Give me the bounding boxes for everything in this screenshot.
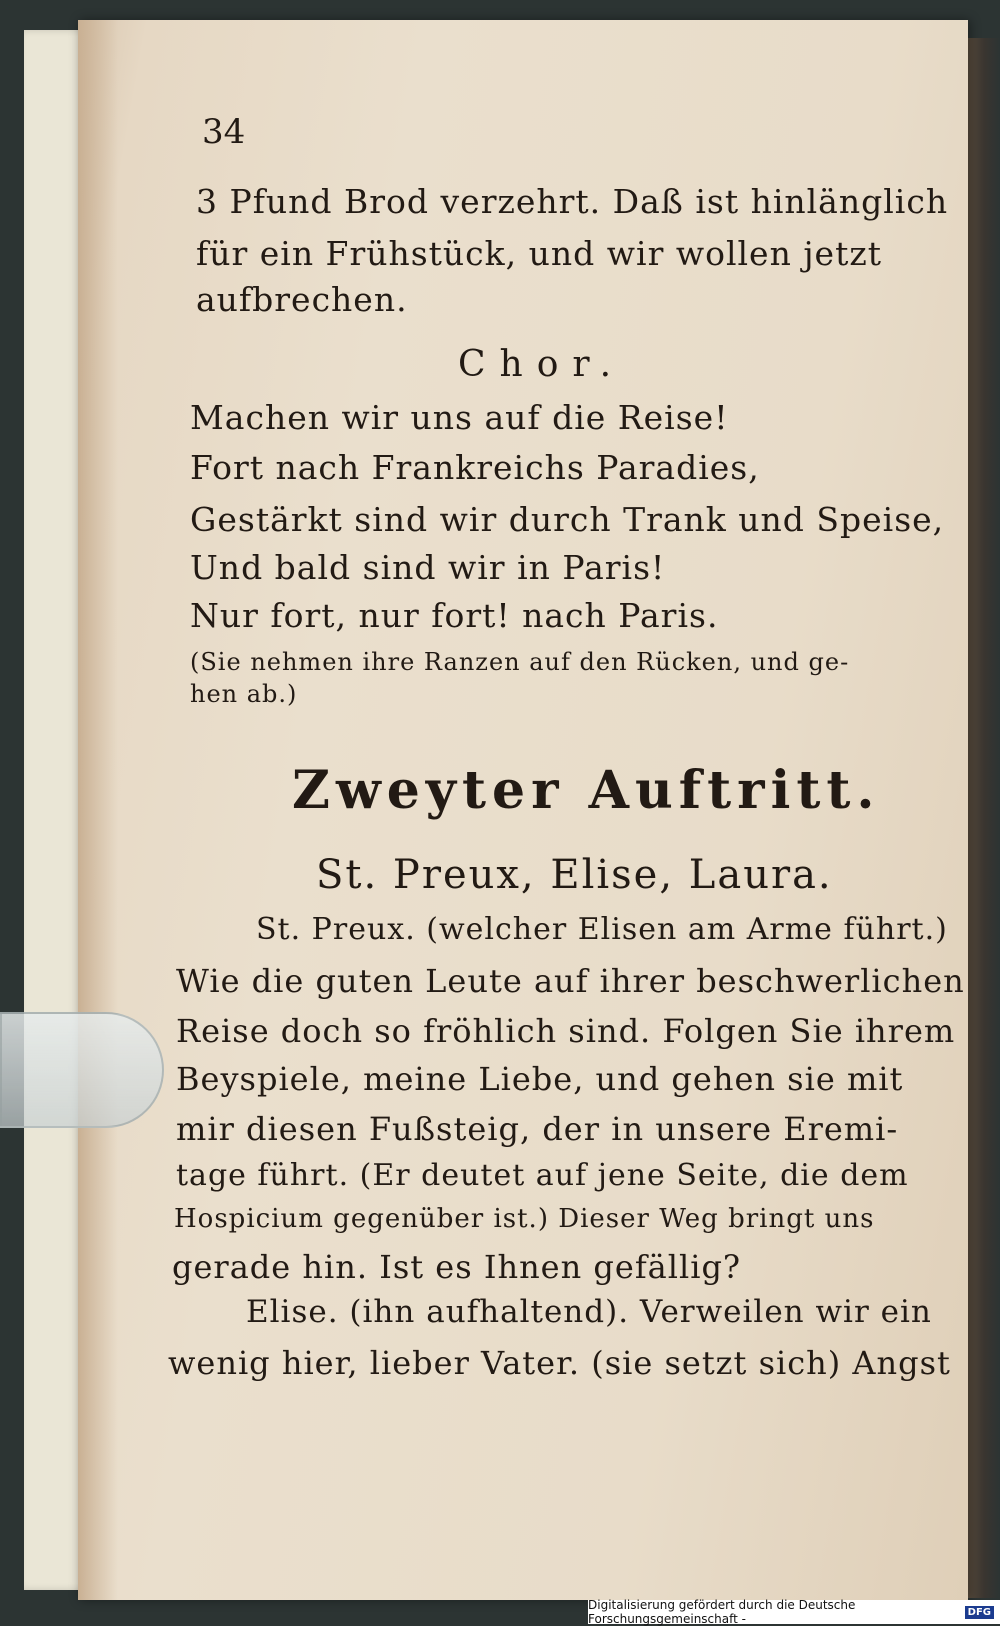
plastic-clip [0, 1012, 164, 1128]
credit-text: Digitalisierung gefördert durch die Deutsche Forschungsgemeinschaft - [588, 1598, 856, 1626]
stage-direction: (Sie nehmen ihre Ranzen auf den Rücken, und ge- [190, 648, 850, 676]
speech-line: Hospicium gegenüber ist.) Dieser Weg bringt uns [174, 1204, 875, 1234]
page-number: 34 [202, 112, 246, 152]
text-line: 3 Pfund Brod verzehrt. Daß ist hinlänglich [196, 182, 949, 221]
scene-title: Zweyter Auftritt. [292, 760, 881, 821]
speech-line: St. Preux. (welcher Elisen am Arme führt.) [256, 912, 948, 947]
speech-line: tage führt. (Er deutet auf jene Seite, die dem [176, 1158, 909, 1193]
chorus-line: Machen wir uns auf die Reise! [190, 398, 729, 437]
chorus-line: Nur fort, nur fort! nach Paris. [190, 596, 719, 635]
speech-line: Wie die guten Leute auf ihrer beschwerlichen [176, 962, 965, 1000]
text-line: für ein Frühstück, und wir wollen jetzt [196, 234, 882, 273]
speech-line: wenig hier, lieber Vater. (sie setzt sich) Angst [168, 1344, 951, 1382]
chorus-line: Gestärkt sind wir durch Trank und Speise, [190, 500, 945, 539]
cast-list: St. Preux, Elise, Laura. [316, 852, 833, 898]
speech-line: Beyspiele, meine Liebe, und gehen sie mit [176, 1060, 904, 1098]
speech-line: mir diesen Fußsteig, der in unsere Eremi- [176, 1110, 899, 1148]
speech-line: Reise doch so fröhlich sind. Folgen Sie ihrem [176, 1012, 956, 1050]
page-gutter [78, 20, 118, 1600]
chorus-heading: Chor. [458, 344, 626, 385]
dfg-logo: DFG [965, 1606, 994, 1619]
speech-line: gerade hin. Ist es Ihnen gefällig? [172, 1248, 742, 1286]
footer-credit [588, 1600, 1000, 1624]
chorus-line: Und bald sind wir in Paris! [190, 548, 666, 587]
stage-direction: hen ab.) [190, 680, 298, 708]
speech-line: Elise. (ihn aufhaltend). Verweilen wir ein [246, 1294, 932, 1330]
text-line: aufbrechen. [196, 280, 408, 319]
chorus-line: Fort nach Frankreichs Paradies, [190, 448, 760, 487]
